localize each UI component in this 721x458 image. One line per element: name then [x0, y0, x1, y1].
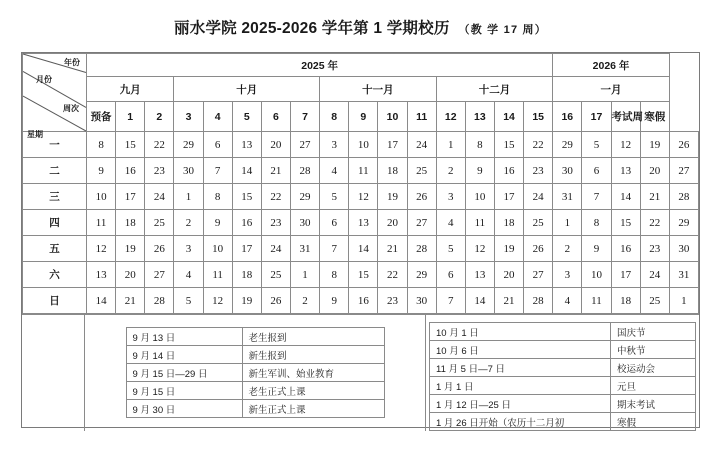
- weekday-row: [23, 158, 699, 184]
- date-cell: 21: [640, 184, 669, 210]
- date-cell: 18: [232, 262, 261, 288]
- corner-week-label: 周次: [63, 104, 79, 113]
- date-cell: 2: [174, 210, 203, 236]
- date-cell: 20: [261, 132, 290, 158]
- date-cell: 3: [320, 132, 349, 158]
- event-description-cell: 老生报到: [242, 328, 384, 346]
- date-cell: 25: [407, 158, 436, 184]
- week-header-cell: 2: [145, 102, 174, 132]
- event-description-cell: 新生报到: [242, 346, 384, 364]
- date-cell: 1: [553, 210, 582, 236]
- weekday-label-cell: 六: [23, 262, 87, 288]
- page-title-sub: （教 学 17 周）: [458, 24, 547, 36]
- date-cell: 10: [203, 236, 232, 262]
- event-date-cell: 9 月 15 日—29 日: [126, 364, 242, 382]
- month-header-cell: 十月: [174, 77, 320, 102]
- date-cell: 30: [553, 158, 582, 184]
- date-cell: 17: [378, 132, 407, 158]
- date-cell: 14: [465, 288, 494, 314]
- date-cell: 8: [582, 210, 611, 236]
- event-date-cell: 9 月 13 日: [126, 328, 242, 346]
- date-cell: 28: [407, 236, 436, 262]
- notes-right-panel: [426, 315, 699, 431]
- week-header-cell: 寒假: [640, 102, 669, 132]
- date-cell: 27: [145, 262, 174, 288]
- date-cell: 12: [465, 236, 494, 262]
- date-cell: 31: [669, 262, 698, 288]
- week-header-cell: 5: [232, 102, 261, 132]
- event-date-cell: 9 月 14 日: [126, 346, 242, 364]
- date-cell: 24: [640, 262, 669, 288]
- event-date-cell: 11 月 5 日—7 日: [430, 359, 611, 377]
- date-cell: 1: [669, 288, 698, 314]
- date-cell: 5: [320, 184, 349, 210]
- week-header-cell: 1: [116, 102, 145, 132]
- date-cell: 7: [436, 288, 465, 314]
- date-cell: 28: [669, 184, 698, 210]
- event-description-cell: 元旦: [611, 377, 696, 395]
- semester-events-table: [126, 327, 385, 418]
- event-date-cell: 9 月 30 日: [126, 400, 242, 418]
- date-cell: 1: [436, 132, 465, 158]
- date-cell: 26: [407, 184, 436, 210]
- date-cell: 2: [436, 158, 465, 184]
- weekday-row: [23, 210, 699, 236]
- event-description-cell: 新生军训、始业教育: [242, 364, 384, 382]
- weekday-label-cell: 二: [23, 158, 87, 184]
- date-cell: 29: [553, 132, 582, 158]
- date-cell: 19: [378, 184, 407, 210]
- date-cell: 13: [232, 132, 261, 158]
- holiday-event-row: [430, 359, 696, 377]
- date-cell: 21: [378, 236, 407, 262]
- date-cell: 31: [553, 184, 582, 210]
- date-cell: 21: [261, 158, 290, 184]
- date-cell: 17: [232, 236, 261, 262]
- semester-event-row: [126, 364, 384, 382]
- date-cell: 11: [349, 158, 378, 184]
- week-header-cell: 8: [320, 102, 349, 132]
- corner-month-label: 月份: [36, 75, 52, 84]
- date-cell: 20: [494, 262, 523, 288]
- date-cell: 9: [320, 288, 349, 314]
- date-cell: 16: [116, 158, 145, 184]
- date-cell: 4: [320, 158, 349, 184]
- date-cell: 5: [582, 132, 611, 158]
- date-cell: 26: [524, 236, 553, 262]
- event-date-cell: 9 月 15 日: [126, 382, 242, 400]
- week-header-cell: 12: [436, 102, 465, 132]
- notes-gutter: [22, 315, 85, 431]
- event-description-cell: 新生正式上课: [242, 400, 384, 418]
- date-cell: 23: [378, 288, 407, 314]
- date-cell: 16: [494, 158, 523, 184]
- date-cell: 14: [349, 236, 378, 262]
- month-header-cell: 九月: [87, 77, 174, 102]
- semester-event-row: [126, 328, 384, 346]
- date-cell: 15: [494, 132, 523, 158]
- date-cell: 27: [290, 132, 319, 158]
- date-cell: 18: [116, 210, 145, 236]
- date-cell: 4: [174, 262, 203, 288]
- week-header-cell: 13: [465, 102, 494, 132]
- date-cell: 30: [290, 210, 319, 236]
- date-cell: 1: [174, 184, 203, 210]
- date-cell: 14: [232, 158, 261, 184]
- date-cell: 28: [145, 288, 174, 314]
- week-header-cell: 14: [494, 102, 523, 132]
- date-cell: 27: [669, 158, 698, 184]
- date-cell: 3: [436, 184, 465, 210]
- month-header-cell: 十一月: [320, 77, 437, 102]
- corner-legend-cell: [23, 54, 87, 139]
- date-cell: 22: [640, 210, 669, 236]
- week-header-cell: 7: [290, 102, 319, 132]
- date-cell: 8: [203, 184, 232, 210]
- date-cell: 14: [87, 288, 116, 314]
- date-cell: 7: [582, 184, 611, 210]
- date-cell: 6: [203, 132, 232, 158]
- date-cell: 28: [290, 158, 319, 184]
- date-cell: 17: [494, 184, 523, 210]
- date-cell: 12: [203, 288, 232, 314]
- date-cell: 27: [524, 262, 553, 288]
- date-cell: 8: [320, 262, 349, 288]
- event-description-cell: 中秋节: [611, 341, 696, 359]
- weekday-row: [23, 132, 699, 158]
- week-header-cell: 9: [349, 102, 378, 132]
- notes-left-panel: [85, 315, 426, 431]
- academic-calendar-table: [22, 53, 699, 314]
- date-cell: 27: [407, 210, 436, 236]
- week-header-cell: 3: [174, 102, 203, 132]
- event-description-cell: 校运动会: [611, 359, 696, 377]
- week-header-cell: 10: [378, 102, 407, 132]
- date-cell: 19: [116, 236, 145, 262]
- date-cell: 6: [320, 210, 349, 236]
- date-cell: 30: [174, 158, 203, 184]
- date-cell: 26: [669, 132, 698, 158]
- date-cell: 22: [378, 262, 407, 288]
- month-header-cell: 一月: [553, 77, 670, 102]
- date-cell: 28: [524, 288, 553, 314]
- date-cell: 10: [465, 184, 494, 210]
- holiday-event-row: [430, 395, 696, 413]
- date-cell: 22: [145, 132, 174, 158]
- date-cell: 10: [349, 132, 378, 158]
- event-date-cell: 10 月 6 日: [430, 341, 611, 359]
- date-cell: 15: [349, 262, 378, 288]
- date-cell: 24: [145, 184, 174, 210]
- month-header-cell: 十二月: [436, 77, 553, 102]
- date-cell: 2: [290, 288, 319, 314]
- weekday-row: [23, 236, 699, 262]
- weekday-row: [23, 262, 699, 288]
- year-header-cell: 2026 年: [553, 54, 670, 77]
- date-cell: 23: [145, 158, 174, 184]
- date-cell: 30: [407, 288, 436, 314]
- date-cell: 23: [524, 158, 553, 184]
- date-cell: 9: [465, 158, 494, 184]
- date-cell: 12: [611, 132, 640, 158]
- date-cell: 16: [349, 288, 378, 314]
- date-cell: 19: [640, 132, 669, 158]
- date-cell: 17: [611, 262, 640, 288]
- semester-event-row: [126, 400, 384, 418]
- date-cell: 10: [87, 184, 116, 210]
- date-cell: 25: [524, 210, 553, 236]
- event-description-cell: 国庆节: [611, 323, 696, 341]
- weekday-label-cell: 五: [23, 236, 87, 262]
- date-cell: 25: [261, 262, 290, 288]
- date-cell: 3: [553, 262, 582, 288]
- date-cell: 9: [87, 158, 116, 184]
- corner-weekday-label: 星期: [27, 130, 43, 139]
- date-cell: 29: [174, 132, 203, 158]
- event-date-cell: 1 月 26 日开始（农历十二月初: [430, 413, 611, 431]
- date-cell: 29: [407, 262, 436, 288]
- date-cell: 31: [290, 236, 319, 262]
- event-description-cell: 寒假: [611, 413, 696, 431]
- page-title-main: 丽水学院 2025-2026 学年第 1 学期校历: [174, 20, 450, 37]
- date-cell: 22: [261, 184, 290, 210]
- date-cell: 15: [116, 132, 145, 158]
- weekday-row: [23, 184, 699, 210]
- holiday-event-row: [430, 323, 696, 341]
- date-cell: 30: [669, 236, 698, 262]
- date-cell: 6: [436, 262, 465, 288]
- calendar-frame: [21, 52, 700, 428]
- year-header-cell: 2025 年: [87, 54, 553, 77]
- week-header-cell: 预备: [87, 102, 116, 132]
- date-cell: 16: [232, 210, 261, 236]
- date-cell: 24: [261, 236, 290, 262]
- week-header-row: [23, 102, 699, 132]
- holiday-events-table: [429, 322, 696, 431]
- date-cell: 18: [378, 158, 407, 184]
- date-cell: 20: [116, 262, 145, 288]
- date-cell: 5: [436, 236, 465, 262]
- date-cell: 13: [465, 262, 494, 288]
- weekday-label-cell: 三: [23, 184, 87, 210]
- week-header-cell: 11: [407, 102, 436, 132]
- event-date-cell: 10 月 1 日: [430, 323, 611, 341]
- semester-event-row: [126, 382, 384, 400]
- date-cell: 11: [582, 288, 611, 314]
- date-cell: 7: [320, 236, 349, 262]
- date-cell: 13: [349, 210, 378, 236]
- weekday-label-cell: 四: [23, 210, 87, 236]
- weekday-label-cell: 日: [23, 288, 87, 314]
- date-cell: 19: [232, 288, 261, 314]
- date-cell: 11: [87, 210, 116, 236]
- date-cell: 15: [232, 184, 261, 210]
- date-cell: 24: [524, 184, 553, 210]
- month-header-row: [23, 77, 699, 102]
- event-date-cell: 1 月 1 日: [430, 377, 611, 395]
- week-header-cell: 16: [553, 102, 582, 132]
- weekday-row: [23, 288, 699, 314]
- date-cell: 20: [640, 158, 669, 184]
- date-cell: 13: [611, 158, 640, 184]
- date-cell: 21: [116, 288, 145, 314]
- date-cell: 8: [87, 132, 116, 158]
- date-cell: 12: [87, 236, 116, 262]
- date-cell: 4: [436, 210, 465, 236]
- date-cell: 20: [378, 210, 407, 236]
- notes-section: [22, 314, 699, 431]
- holiday-event-row: [430, 377, 696, 395]
- date-cell: 26: [145, 236, 174, 262]
- date-cell: 19: [494, 236, 523, 262]
- date-cell: 11: [465, 210, 494, 236]
- date-cell: 3: [174, 236, 203, 262]
- date-cell: 5: [174, 288, 203, 314]
- event-description-cell: 老生正式上课: [242, 382, 384, 400]
- date-cell: 12: [349, 184, 378, 210]
- date-cell: 4: [553, 288, 582, 314]
- holiday-event-row: [430, 341, 696, 359]
- date-cell: 17: [116, 184, 145, 210]
- date-cell: 23: [261, 210, 290, 236]
- date-cell: 18: [611, 288, 640, 314]
- date-cell: 25: [145, 210, 174, 236]
- date-cell: 2: [553, 236, 582, 262]
- date-cell: 22: [524, 132, 553, 158]
- semester-event-row: [126, 346, 384, 364]
- corner-year-label: 年份: [64, 58, 80, 67]
- weekday-label-cell: 一: [23, 132, 87, 158]
- date-cell: 23: [640, 236, 669, 262]
- event-date-cell: 1 月 12 日—25 日: [430, 395, 611, 413]
- date-cell: 24: [407, 132, 436, 158]
- week-header-cell: 4: [203, 102, 232, 132]
- page-title: [0, 0, 721, 38]
- event-description-cell: 期末考试: [611, 395, 696, 413]
- week-header-cell: 17: [582, 102, 611, 132]
- date-cell: 13: [87, 262, 116, 288]
- date-cell: 1: [290, 262, 319, 288]
- week-header-cell: 15: [524, 102, 553, 132]
- date-cell: 29: [669, 210, 698, 236]
- date-cell: 15: [611, 210, 640, 236]
- date-cell: 6: [582, 158, 611, 184]
- date-cell: 25: [640, 288, 669, 314]
- date-cell: 7: [203, 158, 232, 184]
- date-cell: 21: [494, 288, 523, 314]
- date-cell: 16: [611, 236, 640, 262]
- date-cell: 10: [582, 262, 611, 288]
- week-header-cell: 考试周: [611, 102, 640, 132]
- date-cell: 8: [465, 132, 494, 158]
- date-cell: 14: [611, 184, 640, 210]
- date-cell: 9: [582, 236, 611, 262]
- holiday-event-row: [430, 413, 696, 431]
- week-header-cell: 6: [261, 102, 290, 132]
- date-cell: 18: [494, 210, 523, 236]
- date-cell: 26: [261, 288, 290, 314]
- date-cell: 9: [203, 210, 232, 236]
- date-cell: 29: [290, 184, 319, 210]
- year-header-row: [23, 54, 699, 77]
- date-cell: 11: [203, 262, 232, 288]
